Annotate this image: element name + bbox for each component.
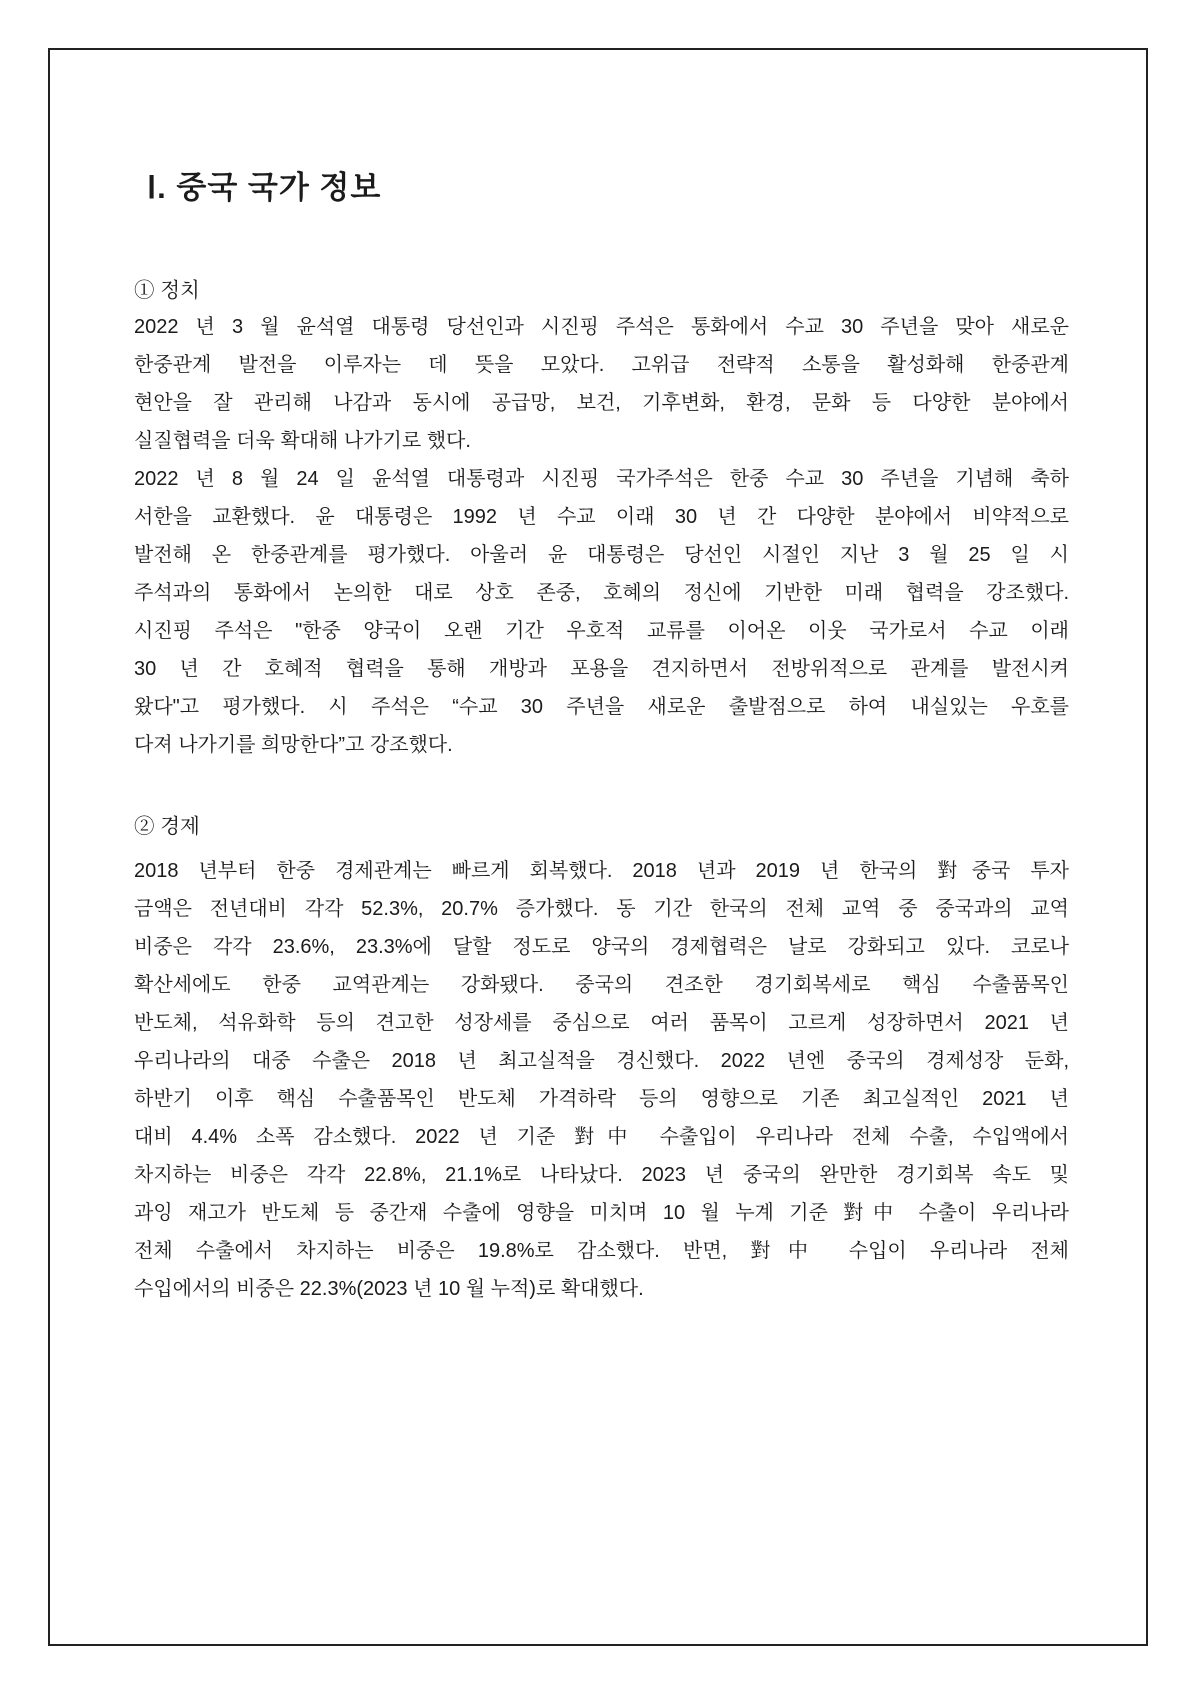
text-line: 대비 4.4% 소폭 감소했다. 2022 년 기준 對中 수출입이 우리나라 전체 수출, 수입액에서 xyxy=(134,1126,1069,1148)
text-line: 다져 나가기를 희망한다”고 강조했다. xyxy=(134,734,453,756)
text-line: 시진핑 주석은 "한중 양국이 오랜 기간 우호적 교류를 이어온 이웃 국가로서 수교 이래 xyxy=(134,620,1069,642)
text-line: 30 년 간 호혜적 협력을 통해 개방과 포용을 견지하면서 전방위적으로 관계를 발전시켜 xyxy=(134,658,1069,680)
text-line: 2022 년 3 월 윤석열 대통령 당선인과 시진핑 주석은 통화에서 수교 30 주년을 맞아 새로운 xyxy=(134,316,1069,338)
text-line: 확산세에도 한중 교역관계는 강화됐다. 중국의 견조한 경기회복세로 핵심 수출품목인 xyxy=(134,974,1069,996)
text-line: 과잉 재고가 반도체 등 중간재 수출에 영향을 미치며 10 월 누계 기준 對中 수출이 우리나라 xyxy=(134,1202,1069,1224)
text-line: 현안을 잘 관리해 나감과 동시에 공급망, 보건, 기후변화, 환경, 문화 등 다양한 분야에서 xyxy=(134,392,1069,414)
text-line: 전체 수출에서 차지하는 비중은 19.8%로 감소했다. 반면, 對中 수입이 우리나라 전체 xyxy=(134,1240,1069,1262)
text-line: 반도체, 석유화학 등의 견고한 성장세를 중심으로 여러 품목이 고르게 성장하면서 2021 년 xyxy=(134,1012,1069,1034)
paragraph-politics-2 xyxy=(134,460,1069,764)
text-line: 2022 년 8 월 24 일 윤석열 대통령과 시진핑 국가주석은 한중 수교 30 주년을 기념해 축하 xyxy=(134,468,1069,490)
text-line: 왔다"고 평가했다. 시 주석은 “수교 30 주년을 새로운 출발점으로 하여 내실있는 우호를 xyxy=(134,696,1069,718)
text-line: 한중관계 발전을 이루자는 데 뜻을 모았다. 고위급 전략적 소통을 활성화해 한중관계 xyxy=(134,354,1069,376)
text-line: 발전해 온 한중관계를 평가했다. 아울러 윤 대통령은 당선인 시절인 지난 3 월 25 일 시 xyxy=(134,544,1069,566)
document-title: Ⅰ. 중국 국가 정보 xyxy=(147,170,382,205)
text-line: 우리나라의 대중 수출은 2018 년 최고실적을 경신했다. 2022 년엔 중국의 경제성장 둔화, xyxy=(134,1050,1069,1072)
text-line: 주석과의 통화에서 논의한 대로 상호 존중, 호혜의 정신에 기반한 미래 협력을 강조했다. xyxy=(134,582,1069,604)
text-line: 서한을 교환했다. 윤 대통령은 1992 년 수교 이래 30 년 간 다양한 분야에서 비약적으로 xyxy=(134,506,1069,528)
text-line: 금액은 전년대비 각각 52.3%, 20.7% 증가했다. 동 기간 한국의 전체 교역 중 중국과의 교역 xyxy=(134,898,1069,920)
text-line: 비중은 각각 23.6%, 23.3%에 달할 정도로 양국의 경제협력은 날로 강화되고 있다. 코로나 xyxy=(134,936,1069,958)
text-line: 실질협력을 더욱 확대해 나가기로 했다. xyxy=(134,430,471,452)
text-line: 수입에서의 비중은 22.3%(2023 년 10 월 누적)로 확대했다. xyxy=(134,1278,644,1300)
paragraph-politics-1 xyxy=(134,308,1069,460)
section-heading-politics: ① 정치 xyxy=(134,279,200,302)
section-heading-economy: ② 경제 xyxy=(134,815,200,838)
paragraph-economy-1 xyxy=(134,852,1069,1308)
page-border xyxy=(48,48,1148,1646)
text-line: 차지하는 비중은 각각 22.8%, 21.1%로 나타났다. 2023 년 중국의 완만한 경기회복 속도 및 xyxy=(134,1164,1069,1186)
text-line: 2018 년부터 한중 경제관계는 빠르게 회복했다. 2018 년과 2019 년 한국의 對중국 투자 xyxy=(134,860,1069,882)
text-line: 하반기 이후 핵심 수출품목인 반도체 가격하락 등의 영향으로 기존 최고실적인 2021 년 xyxy=(134,1088,1069,1110)
